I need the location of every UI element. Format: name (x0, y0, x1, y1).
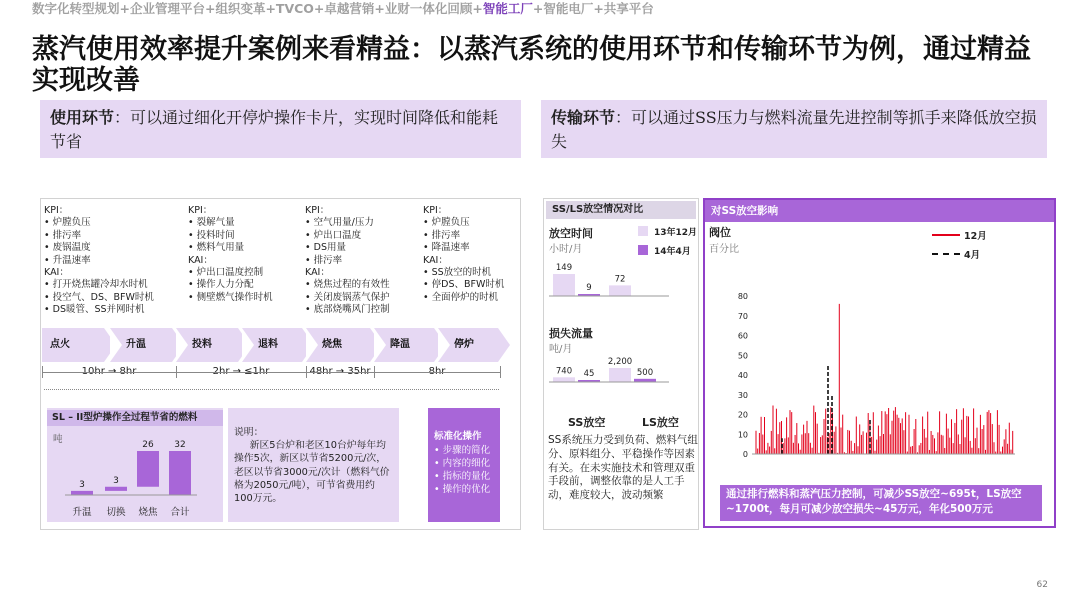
ss-impact-chart (730, 288, 1020, 460)
y-tick-label: 80 (737, 292, 748, 301)
ss-impact-title: 对SS放空影响 (705, 200, 1054, 222)
ss-compare-title: SS/LS放空情况对比 (546, 201, 696, 219)
duration-axis (42, 372, 500, 373)
divider (44, 389, 499, 390)
kpi-item: • 排污率 (44, 230, 154, 242)
kai-item: • SS放空的时机 (423, 267, 504, 279)
duration-label: 48hr → 35hr (309, 366, 371, 377)
legend-line-apr (932, 253, 960, 255)
banner-usage (40, 100, 521, 158)
savings-value: 3 (79, 479, 85, 490)
kai-item: • 侧壁燃气操作时机 (188, 292, 273, 304)
savings-chart-unit: 吨 (53, 434, 63, 445)
savings-chart-title: SL – II型炉操作全过程节省的燃料 (47, 410, 223, 426)
page-title: 蒸汽使用效率提升案例来看精益：以蒸汽系统的使用环节和传输环节为例，通过精益实现改善 (32, 34, 1031, 96)
duration-label: 2hr → ≤1hr (212, 366, 270, 377)
breadcrumb (32, 1, 792, 17)
legend-line-dec (932, 234, 960, 236)
compare-value: 2,200 (607, 357, 633, 367)
kpi-item: • 降温速率 (423, 242, 504, 254)
standardization-item: • 内容的细化 (434, 458, 491, 469)
compare-bar (609, 368, 631, 382)
savings-chart (47, 426, 223, 522)
ss-impact-ylabel: 阀位 (709, 226, 731, 239)
kai-item: • 停DS、BFW时机 (423, 279, 504, 291)
process-step: 烧焦 (306, 328, 370, 362)
kpi-column (188, 205, 273, 304)
kpi-item: • 炉膛负压 (44, 217, 154, 229)
y-tick-label: 0 (742, 450, 748, 459)
kpi-column (305, 205, 390, 317)
banner-text: ：可以通过SS压力与燃料流量先进控制等抓手来降低放空损失 (551, 108, 1037, 151)
savings-value: 3 (113, 475, 119, 486)
kpi-item: • 炉出口温度 (305, 230, 390, 242)
compare-bar (553, 377, 575, 382)
savings-bar (105, 487, 127, 491)
savings-category: 合计 (170, 507, 190, 518)
savings-bar (137, 451, 159, 487)
series-dec (756, 304, 1013, 454)
process-step: 点火 (42, 328, 104, 362)
banner-text: ：可以通过细化开停炉操作卡片，实现时间降低和能耗节省 (50, 108, 499, 151)
kpi-item: • 投料时间 (188, 230, 273, 242)
ss-impact-unit: 百分比 (709, 244, 739, 255)
compare-bar (609, 285, 631, 296)
legend-apr: 14年4月 (654, 247, 691, 257)
savings-category: 烧焦 (138, 507, 158, 518)
legend-swatch-apr (638, 245, 648, 255)
duration-tick (500, 366, 501, 378)
kai-item: • 炉出口温度控制 (188, 267, 273, 279)
duration-label: 8hr (428, 366, 446, 377)
y-tick-label: 30 (737, 390, 748, 400)
kai-item: • 烧焦过程的有效性 (305, 279, 390, 291)
savings-value: 26 (142, 440, 154, 450)
kai-item: • 全面停炉的时机 (423, 292, 504, 304)
kpi-column (44, 205, 154, 317)
kai-heading: KAI： (305, 267, 330, 279)
kai-heading: KAI： (44, 267, 69, 279)
process-step: 停炉 (438, 328, 498, 362)
vent-time-label: 放空时间 (549, 227, 593, 240)
kpi-item: • 排污率 (305, 255, 390, 267)
duration-label: 10hr → 8hr (81, 366, 137, 377)
kpi-item: • 燃料气用量 (188, 242, 273, 254)
kpi-heading: KPI： (44, 205, 69, 216)
y-tick-label: 70 (737, 311, 748, 321)
kpi-item: • 废锅温度 (44, 242, 154, 254)
legend-swatch-dec (638, 226, 648, 236)
y-tick-label: 10 (737, 430, 748, 440)
y-tick-label: 20 (737, 410, 748, 420)
compare-value: 72 (614, 274, 626, 285)
vent-time-chart (549, 262, 689, 302)
savings-category: 切换 (106, 507, 126, 518)
loss-flow-chart (549, 352, 689, 386)
legend-dec-label: 12月 (964, 231, 987, 242)
loss-flow-unit: 吨/月 (549, 344, 573, 355)
process-step: 退料 (242, 328, 302, 362)
explanation-text: 新区5台炉和老区10台炉每年均操作5次，新区以节省5200元/次，老区以节省3000元/次计（燃料气价格为2050元/吨），可节省费用约100万元。 (234, 440, 390, 505)
kpi-item: • 裂解气量 (188, 217, 273, 229)
banner-label: 使用环节 (50, 108, 115, 127)
process-step: 降温 (374, 328, 434, 362)
ss-description: SS系统压力受到负荷、燃料气组分、原料组分、平稳操作等因素有关。在未实施技术和管理双重手段前，调整依靠的是人工手动，难度较大，波动频繁 (548, 434, 698, 502)
savings-bar (169, 451, 191, 495)
standardization-box (428, 408, 500, 522)
kpi-item: • DS用量 (305, 242, 390, 254)
kpi-item: • 升温速率 (44, 255, 154, 267)
kai-heading: KAI： (188, 254, 213, 266)
loss-flow-label: 损失流量 (549, 327, 593, 340)
compare-bar (553, 274, 575, 296)
kpi-heading: KPI： (188, 205, 213, 216)
standardization-list (434, 444, 496, 496)
process-step: 升温 (110, 328, 172, 362)
kai-item: • 底部烧嘴风门控制 (305, 304, 390, 316)
kai-item: • 打开烧焦罐冷却水时机 (44, 279, 154, 291)
kai-item: • 关闭废锅蒸气保护 (305, 292, 390, 304)
kai-item: • DS暖管、SS并网时机 (44, 304, 154, 316)
breadcrumb-part: 数字化转型规划+企业管理平台+组织变革+TVCO+卓越营销+业财一体化回顾+ (32, 1, 483, 16)
compare-value: 500 (636, 367, 654, 378)
compare-value: 740 (555, 366, 573, 377)
y-tick-label: 60 (737, 331, 748, 341)
vent-time-unit: 小时/月 (549, 244, 583, 255)
standardization-item: • 步骤的简化 (434, 445, 491, 456)
explanation-box (228, 408, 399, 522)
axis-label-ss: SS放空 (568, 416, 606, 429)
legend-dec: 13年12月 (654, 228, 698, 238)
legend-apr-label: 4月 (964, 250, 981, 261)
explanation-label: 说明： (234, 427, 264, 438)
savings-category: 升温 (72, 507, 92, 518)
standardization-item: • 操作的优化 (434, 484, 491, 495)
standardization-item: • 指标的量化 (434, 471, 491, 482)
y-tick-label: 40 (737, 371, 748, 380)
kpi-column (423, 205, 504, 304)
savings-value: 32 (174, 440, 186, 450)
kpi-item: • 排污率 (423, 230, 504, 242)
banner-transmission (541, 100, 1047, 158)
breadcrumb-part: +智能电厂+共享平台 (532, 1, 654, 16)
y-tick-label: 50 (737, 351, 748, 361)
kai-item: • 投空气、DS、BFW时机 (44, 292, 154, 304)
kai-item: • 操作人力分配 (188, 279, 273, 291)
axis-label-ls: LS放空 (642, 416, 679, 429)
standardization-title: 标准化操作 (434, 431, 482, 442)
process-step: 投料 (176, 328, 238, 362)
banner-label: 传输环节 (551, 108, 616, 127)
kpi-item: • 空气用量/压力 (305, 217, 390, 229)
kpi-heading: KPI： (423, 205, 448, 216)
compare-value: 45 (583, 369, 595, 379)
kpi-heading: KPI： (305, 205, 330, 216)
compare-value: 149 (555, 263, 573, 273)
savings-bar (71, 491, 93, 495)
page-number: 62 (1036, 580, 1048, 590)
compare-value: 9 (586, 283, 592, 293)
breadcrumb-highlight: 智能工厂 (482, 1, 533, 16)
ss-impact-conclusion: 通过排行燃料和蒸汽压力控制，可减少SS放空~695t，LS放空~1700t，每月可减少放空损失~45万元，年化500万元 (720, 485, 1042, 521)
kai-heading: KAI： (423, 254, 448, 266)
kpi-item: • 炉膛负压 (423, 217, 504, 229)
